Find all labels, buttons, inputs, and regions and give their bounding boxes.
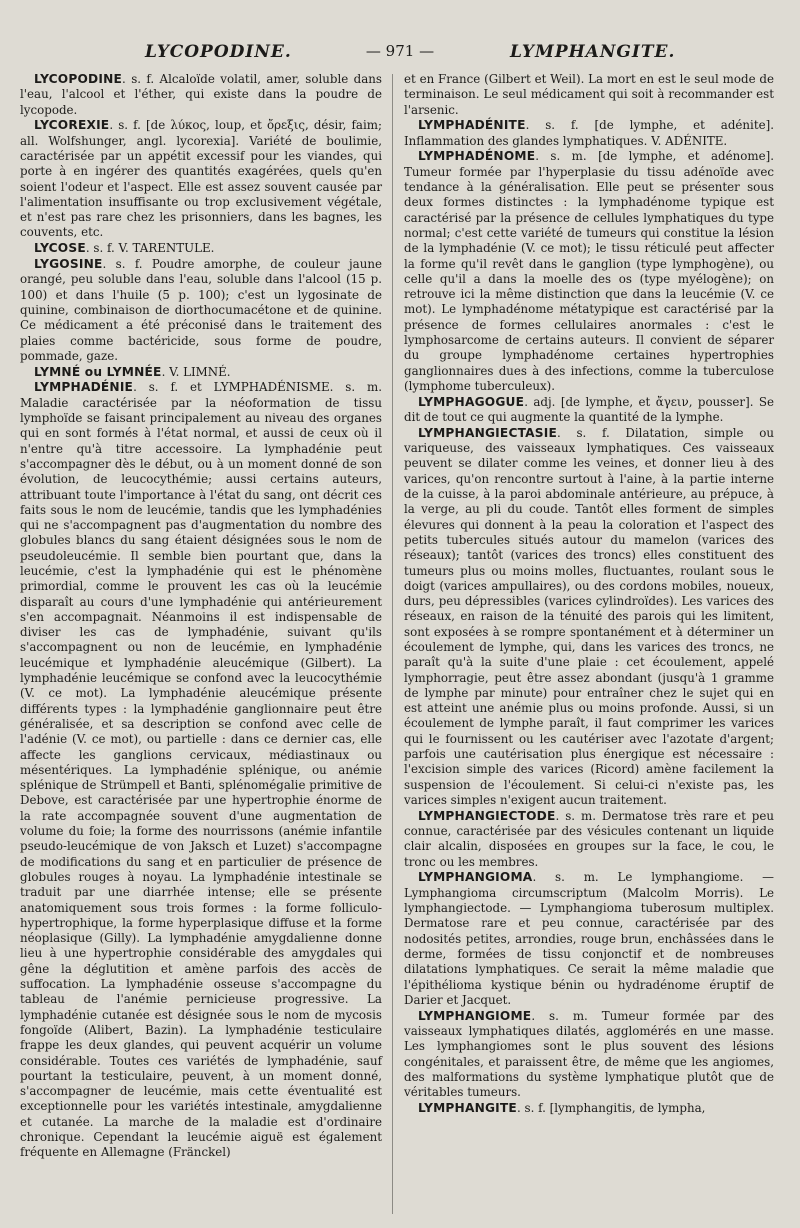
dictionary-entry [404,426,774,808]
dictionary-entry [404,1101,774,1116]
entry-term: LYMPHANGITE [418,1100,517,1115]
dictionary-entry [404,149,774,394]
right-column [404,72,774,1117]
page-number: — 971 — [365,42,435,60]
dictionary-entry [404,1009,774,1101]
entry-term: LYMPHANGIECTASIE [418,425,558,440]
entry-term: LYCOSE [34,241,86,256]
entry-text: . s. f. Dilatation, simple ou variqueuse, des vaisseaux lymphatiques. Ces vaisseaux peuvent se dilater comme les veines, et donner lieu à des varices, qu'on rencontre surtout à l'aine, à la partie interne de la cuisse, à la paroi abdominale antérieure, au prépuce, à la verge, au pli du coude. Tantôt elles forment de simples élevures qui donnent à la peau la coloration et l'aspect des petits tubercules situés autour du mamelon (varices des réseaux); tantôt (varices des troncs) elles constituent des tumeurs plus ou moins molles, fluctuantes, roulant sous le doigt (varices ampullaires), ou des cordons mobiles, noueux, durs, peu dépressibles (varices cylindroïdes). Les varices des réseaux, en raison de la ténuité des parois qui les limitent, sont exposées à se rompre spontanément et à déterminer un écoulement de lymphe, qui, dans les varices des troncs, ne paraît qu'à la suite d'une plaie : cet écoulement, appelé lymphorragie, peut être assez abondant (jusqu'à 1 gramme de lymphe par minute) pour entraîner chez le sujet qui en est atteint une anémie plus ou moins profonde. Aussi, si un écoulement de lymphe paraît, il faut comprimer les varices qui le fournissent ou les cautériser avec l'azotate d'argent; parfois une cautérisation plus énergique est nécessaire : l'excision simple des varices (Ricord) amène facilement la suspension de l'écoulement. Si celui-ci n'existe pas, les varices simples n'exigent aucun traitement. [404,425,774,807]
entry-term: LYMNÉ ou LYMNÉE [34,364,162,379]
dictionary-entry [404,809,774,870]
entry-term: LYMPHANGIECTODE [418,808,556,823]
entry-term: LYMPHADÉNOME [418,149,536,164]
dictionary-entry [20,365,382,380]
entry-term: LYMPHADÉNITE [418,118,526,133]
dictionary-entry [404,118,774,149]
entry-text: . s. f. Poudre amorphe, de couleur jaune orangé, peu soluble dans l'eau, soluble dans l'alcool (15 p. 100) et dans l'huile (5 p. 100); c'est un lygosinate de quinine, combinaison de diorthocumacétone et de quinine. Ce médicament a été préconisé dans le traitement des plaies comme bactéricide, sous forme de poudre, pommade, gaze. [20,257,382,363]
entry-text: . s. f. V. TARENTULE. [85,241,215,256]
entry-term: LYMPHAGOGUE [418,394,525,409]
entry-term: LYCOREXIE [34,118,110,133]
entry-term: LYMPHANGIOME [418,1008,532,1023]
dictionary-entry [20,257,382,364]
entry-term: LYMPHANGIOMA [418,870,533,885]
dictionary-entry [404,870,774,1008]
dictionary-entry [20,241,382,256]
dictionary-entry [20,380,382,1160]
entry-text: . s. f. Alcaloïde volatil, amer, soluble dans l'eau, l'alcool et l'éther, qui existe dans la poudre de lycopode. [20,72,382,117]
entry-text: . s. f. et LYMPHADÉNISME. s. m. Maladie caractérisée par la néoformation de tissu lymphoïde se faisant principalement au niveau des organes qui en sont formés à l'état normal, et aussi de ceux où il n'entre qu'à titre accessoire. La lymphadénie peut s'accompagner dès le début, ou à un moment donné de son évolution, de leucocythémie; aussi certains auteurs, attribuant toute l'importance à l'état du sang, ont décrit ces faits sous le nom de leucémie, tandis que les lymphadénies qui ne s'accompagnent pas d'augmentation du nombre des globules blancs du sang étaient désignées sous le nom de pseudoleucémie. Il semble bien pourtant que, dans la leucémie, c'est la lymphadénie qui est le phénomène primordial, comme le prouvent les cas où la leucémie disparaît au cours d'une lymphadénie qui antérieurement s'en accompagnait. Néanmoins il est indispensable de diviser les cas de lymphadénie, suivant qu'ils s'accompagnent ou non de leucémie, en lymphadénie leucémique et lymphadénie aleucémique (Gilbert). La lymphadénie leucémique se confond avec la leucocythémie (V. ce mot). La lymphadénie aleucémique présente différents types : la lymphadénie ganglionnaire peut être généralisée, et sa description se confond avec celle de l'adénie (V. ce mot), ou partielle : dans ce dernier cas, elle affecte les ganglions cervicaux, médiastinaux ou mésentériques. La lymphadénie splénique, ou anémie splénique de Strümpell et Banti, splénomégalie primitive de Debove, est caractérisée par une hypertrophie énorme de la rate accompagnée souvent d'une augmentation de volume du foie; la forme des nourrissons (anémie infantile pseudo-leucémique de von Jaksch et Luzet) s'accompagne de modifications du sang et en particulier de présence de globules rouges à noyau. La lymphadénie intestinale se traduit par une diarrhée intense; elle se présente anatomiquement sous trois formes : la forme folliculo-hypertrophique, la forme hyperplasique diffuse et la forme néoplasique (Gilly). La lymphadénie amygdalienne donne lieu à une hypertrophie considérable des amygdales qui gêne la déglutition et amène parfois des accès de suffocation. La lymphadénie osseuse s'accompagne du tableau de l'anémie pernicieuse progressive. La lymphadénie cutanée est désignée sous le nom de mycosis fongoïde (Alibert, Bazin). La lymphadénie testiculaire frappe les deux glandes, qui peuvent acquérir un volume considérable. Toutes ces variétés de lymphadénie, sauf pourtant la testiculaire, peuvent, à un moment donné, s'accompagner de leucémie, mais cette éventualité est exceptionnelle pour les variétés intestinale, amygdalienne et cutanée. La marche de la maladie est d'ordinaire chronique. Cependant la leucémie aiguë est également fréquente en Allemagne (Fränckel) [20,380,382,1160]
entry-text: . s. f. [de λύκος, loup, et ὄρεξις, désir, faim; all. Wolfshunger, angl. lycorexia]. Variété de boulimie, caractérisée par un appétit excessif pour les viandes, qui porte à en ingérer des quantités exagérées, quels qu'en soient l'odeur et l'aspect. Elle est assez souvent causée par l'alimentation insuffisante ou trop exclusivement végétale, et n'est pas rare chez les prisonniers, dans les bagnes, les couvents, etc. [20,118,382,240]
dictionary-entry [20,118,382,240]
entry-text: . s. m. Le lymphangiome. — Lymphangioma circumscriptum (Malcolm Morris). Le lymphangiectode. — Lymphangioma tuberosum multiplex. Dermatose rare et peu connue, caractérisée par des nodosités petites, arrondies, rouge brun, enchâssées dans le derme, formées de tissu conjonctif et de nombreuses dilatations lymphatiques. Ce serait la même maladie que l'épithélioma kystique bénin ou hydradénome éruptif de Darier et Jacquet. [404,870,774,1007]
entry-text: et en France (Gilbert et Weil). La mort en est le seul mode de terminaison. Le seul médicament qui soit à recommander est l'arsenic. [404,72,774,117]
dictionary-entry [20,72,382,118]
entry-text: . s. f. [de lymphe, et adénite]. Inflammation des glandes lymphatiques. V. ADÉNITE. [404,118,774,148]
entry-text: . s. f. [lymphangitis, de lympha, [516,1100,706,1115]
entry-text: . s. m. Dermatose très rare et peu connue, caractérisée par des vésicules contenant un liquide clair alcalin, disposées en groupes sur la face, le cou, le tronc ou les membres. [404,808,774,869]
dictionary-entry [404,395,774,426]
entry-term: LYCOPODINE [34,72,123,86]
entry-term: LYGOSINE [34,257,103,272]
entry-text: . V. LIMNÉ. [161,364,231,379]
entry-text: . s. m. [de lymphe, et adénome]. Tumeur formée par l'hyperplasie du tissu adénoïde avec tendance à la généralisation. Elle peut se présenter sous deux formes distinctes : la lymphadénome typique est caractérisé par la présence de cellules lymphatiques du type normal; c'est cette variété de tumeurs qui constitue la lésion de la lymphadénie (V. ce mot); le tissu réticulé peut affecter la forme qu'il revêt dans le ganglion (type lymphogène), ou celle qu'il a dans la moelle des os (type myélogène); on retrouve ici la même distinction que dans la leucémie (V. ce mot). Le lymphadénome métatypique est caractérisé par la présence de formes cellulaires anormales : c'est le lymphosarcome de certains auteurs. Il convient de séparer du groupe lymphadénome certaines hypertrophies ganglionnaires dues à des infections, comme la tuberculose (lymphome tuberculeux). [404,149,774,393]
column-divider [392,74,393,1214]
left-column [20,72,382,1161]
entry-text: . adj. [de lymphe, et ἄγειν, pousser]. Se dit de tout ce qui augmente la quantité de la lymphe. [404,394,774,425]
header-right-term: LYMPHANGITE. [510,42,676,62]
entry-term: LYMPHADÉNIE [34,380,134,395]
dictionary-entry-continuation [404,72,774,118]
running-header [0,42,800,68]
entry-text: . s. m. Tumeur formée par des vaisseaux lymphatiques dilatés, agglomérés en une masse. Les lymphangiomes sont le plus souvent des lésions congénitales, et paraissent être, de même que les angiomes, des malformations du système lymphatique plutôt que de véritables tumeurs. [404,1008,774,1100]
header-left-term: LYCOPODINE. [145,42,292,62]
